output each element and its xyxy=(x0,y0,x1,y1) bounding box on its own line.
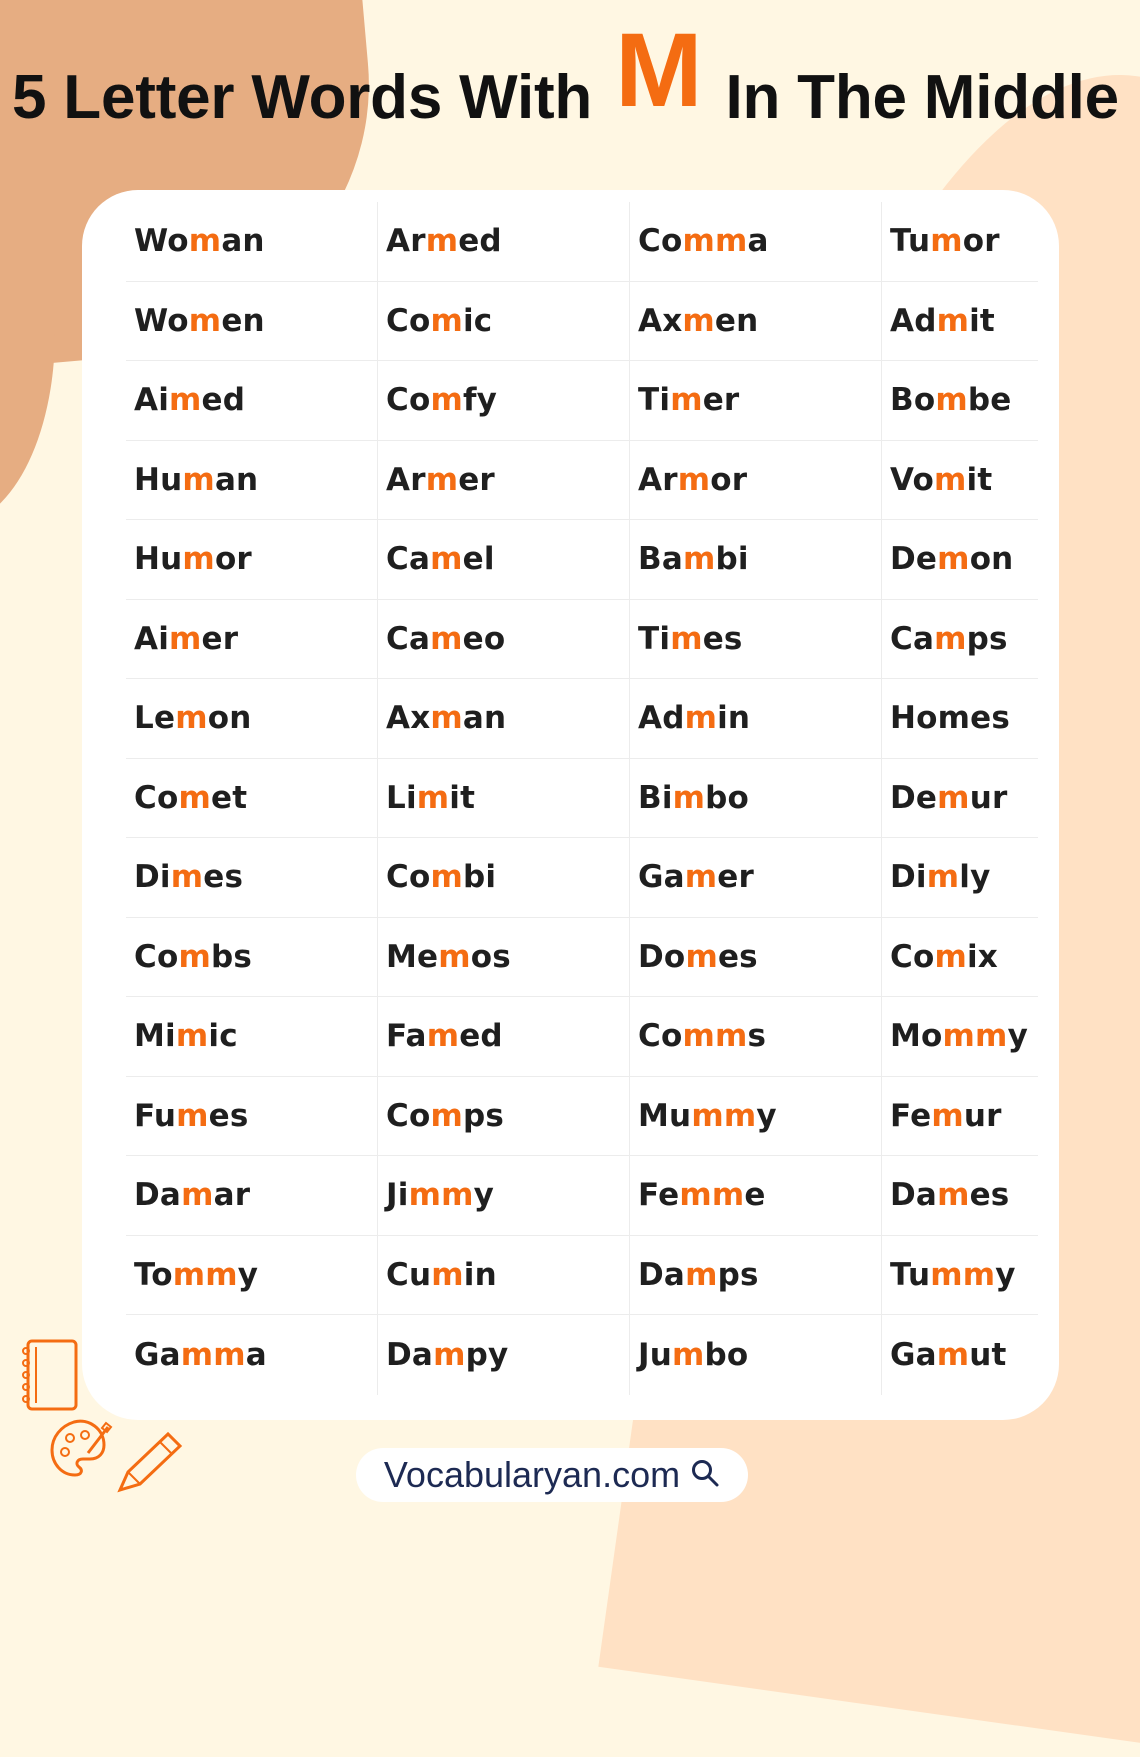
word-post: es xyxy=(717,938,758,975)
word-mid: mm xyxy=(180,1336,246,1373)
word-pre: Ar xyxy=(386,223,426,260)
word-mid: m xyxy=(426,1018,460,1055)
word-mid: m xyxy=(684,859,718,896)
word-pre: Ca xyxy=(386,541,431,578)
word-post: s xyxy=(747,1018,767,1055)
word-post: ic xyxy=(208,1018,238,1055)
word-post: es xyxy=(203,859,244,896)
word-pre: To xyxy=(134,1256,173,1293)
word-pre: Da xyxy=(386,1336,434,1373)
word-post: el xyxy=(462,541,495,578)
pencil-icon xyxy=(112,1430,188,1496)
word-cell xyxy=(882,1077,1038,1157)
word-mid: m xyxy=(416,779,450,816)
word-pre: Do xyxy=(638,938,686,975)
word-cell xyxy=(630,520,882,600)
word-mid: m xyxy=(937,779,970,816)
word-mid: m xyxy=(430,541,463,578)
word-cell xyxy=(378,918,630,998)
page-title xyxy=(12,12,1132,153)
word-post: ps xyxy=(462,1097,505,1134)
word-pre: Ar xyxy=(638,461,678,498)
word-mid: m xyxy=(937,541,970,578)
word-cell xyxy=(126,759,378,839)
word-pre: Co xyxy=(638,1018,683,1055)
word-pre: Le xyxy=(134,700,176,737)
word-mid: m xyxy=(431,1256,464,1293)
title-prefix: 5 Letter Words With xyxy=(12,63,593,132)
word-post: ur xyxy=(963,1097,1002,1134)
word-pre: Hu xyxy=(134,541,183,578)
word-cell xyxy=(126,1077,378,1157)
word-cell xyxy=(378,838,630,918)
word-post: y xyxy=(995,1256,1016,1293)
word-mid: mm xyxy=(691,1097,757,1134)
word-cell xyxy=(378,679,630,759)
word-cell xyxy=(126,282,378,362)
word-mid: mm xyxy=(682,223,748,260)
word-mid: m xyxy=(682,541,716,578)
word-post: on xyxy=(207,700,252,737)
title-suffix: In The Middle xyxy=(725,63,1119,132)
word-pre: Co xyxy=(386,859,431,896)
word-pre: Ai xyxy=(134,382,170,419)
word-pre: Co xyxy=(386,1097,431,1134)
word-mid: m xyxy=(684,700,718,737)
word-post: y xyxy=(473,1177,494,1214)
word-cell xyxy=(882,361,1038,441)
left-lower-background-blob xyxy=(0,250,55,525)
word-mid: mm xyxy=(408,1177,474,1214)
word-post: it xyxy=(969,302,995,339)
word-pre: Co xyxy=(638,223,683,260)
word-pre: Di xyxy=(134,859,171,896)
word-pre: Ga xyxy=(890,1336,937,1373)
word-post: bi xyxy=(462,859,497,896)
word-cell xyxy=(378,1156,630,1236)
word-pre: Ti xyxy=(638,620,671,657)
word-mid: m xyxy=(430,859,463,896)
word-pre: Li xyxy=(386,779,417,816)
word-post: y xyxy=(1007,1018,1028,1055)
word-mid: m xyxy=(438,938,471,975)
word-post: y xyxy=(756,1097,777,1134)
word-post: be xyxy=(967,382,1012,419)
word-cell xyxy=(630,282,882,362)
word-pre: Ca xyxy=(386,620,431,657)
word-pre: Vo xyxy=(890,461,934,498)
word-mid: m xyxy=(934,620,967,657)
word-pre: Wo xyxy=(134,302,189,339)
word-mid: m xyxy=(936,302,970,339)
word-mid: m xyxy=(181,1177,214,1214)
word-pre: Co xyxy=(134,779,179,816)
word-pre: Bi xyxy=(638,779,673,816)
paint-palette-icon xyxy=(46,1414,116,1486)
word-cell xyxy=(126,520,378,600)
word-pre: Mu xyxy=(638,1097,692,1134)
word-cell xyxy=(378,1315,630,1395)
word-cell xyxy=(126,202,378,282)
word-mid: m xyxy=(182,461,215,498)
website-badge[interactable] xyxy=(356,1448,748,1502)
word-cell xyxy=(630,1156,882,1236)
word-post: fy xyxy=(462,382,498,419)
word-pre: Fe xyxy=(890,1097,932,1134)
website-name[interactable]: Vocabularyan.com xyxy=(383,1454,681,1495)
word-cell xyxy=(882,520,1038,600)
word-cell xyxy=(882,1236,1038,1316)
word-mid: mm xyxy=(172,1256,238,1293)
word-pre: Tu xyxy=(890,223,931,260)
word-pre: Ax xyxy=(638,302,683,339)
word-post: y xyxy=(237,1256,259,1293)
word-mid: m xyxy=(677,461,711,498)
word-pre: Ar xyxy=(386,461,426,498)
word-mid: mm xyxy=(679,1177,745,1214)
word-pre: Ga xyxy=(638,859,685,896)
word-post: ix xyxy=(966,938,998,975)
word-post: es xyxy=(208,1097,249,1134)
word-pre: Ti xyxy=(638,382,671,419)
word-cell xyxy=(378,361,630,441)
word-post: er xyxy=(458,461,495,498)
word-pre: Ax xyxy=(386,700,431,737)
word-cell xyxy=(630,1077,882,1157)
word-pre: Ga xyxy=(134,1336,181,1373)
word-cell xyxy=(126,441,378,521)
word-cell xyxy=(630,361,882,441)
word-pre: Me xyxy=(386,938,439,975)
title-highlight-letter: M xyxy=(615,12,703,129)
word-mid: m xyxy=(934,938,967,975)
word-mid: m xyxy=(188,302,222,339)
word-mid: m xyxy=(931,1097,964,1134)
word-pre: Homes xyxy=(890,700,1011,737)
word-mid: m xyxy=(175,700,208,737)
word-cell xyxy=(882,918,1038,998)
word-pre: Da xyxy=(890,1177,938,1214)
word-cell xyxy=(630,441,882,521)
word-cell xyxy=(882,600,1038,680)
word-mid: m xyxy=(425,223,459,260)
word-mid: m xyxy=(175,1018,209,1055)
word-pre: Mi xyxy=(134,1018,176,1055)
word-pre: Co xyxy=(386,382,431,419)
word-pre: Tu xyxy=(890,1256,931,1293)
word-mid: mm xyxy=(930,1256,996,1293)
word-cell xyxy=(882,202,1038,282)
word-mid: m xyxy=(685,938,718,975)
word-pre: Cu xyxy=(386,1256,432,1293)
word-pre: Co xyxy=(890,938,935,975)
word-cell xyxy=(882,1156,1038,1236)
word-cell xyxy=(126,679,378,759)
word-pre: Ju xyxy=(638,1336,673,1373)
word-mid: mm xyxy=(682,1018,748,1055)
word-pre: Da xyxy=(134,1177,182,1214)
word-pre: Fe xyxy=(638,1177,680,1214)
word-pre: Ca xyxy=(890,620,935,657)
word-mid: m xyxy=(930,223,963,260)
word-cell xyxy=(630,679,882,759)
word-pre: Mo xyxy=(890,1018,943,1055)
word-post: a xyxy=(747,223,769,260)
word-post: ps xyxy=(966,620,1008,657)
word-cell xyxy=(378,600,630,680)
word-cell xyxy=(882,282,1038,362)
word-cell xyxy=(630,1236,882,1316)
word-mid: m xyxy=(425,461,459,498)
word-mid: m xyxy=(433,1336,466,1373)
word-cell xyxy=(630,838,882,918)
word-pre: Bo xyxy=(890,382,936,419)
word-pre: Wo xyxy=(134,223,189,260)
word-mid: m xyxy=(672,779,706,816)
word-post: in xyxy=(717,700,751,737)
word-mid: m xyxy=(182,541,215,578)
word-cell xyxy=(126,1236,378,1316)
word-mid: m xyxy=(670,382,703,419)
notebook-icon xyxy=(18,1337,82,1413)
word-post: or xyxy=(962,223,1000,260)
word-mid: m xyxy=(672,1336,705,1373)
word-pre: Hu xyxy=(134,461,183,498)
word-pre: Ai xyxy=(134,620,170,657)
word-post: e xyxy=(744,1177,766,1214)
word-cell xyxy=(378,441,630,521)
word-pre: Ad xyxy=(890,302,937,339)
word-mid: m xyxy=(670,620,703,657)
word-cell xyxy=(630,600,882,680)
word-cell xyxy=(378,1077,630,1157)
word-mid: m xyxy=(430,382,463,419)
word-pre: De xyxy=(890,779,938,816)
word-cell xyxy=(378,759,630,839)
word-mid: mm xyxy=(942,1018,1008,1055)
word-post: os xyxy=(470,938,511,975)
word-post: er xyxy=(702,382,740,419)
word-post: bi xyxy=(715,541,749,578)
word-post: it xyxy=(449,779,476,816)
word-post: on xyxy=(969,541,1014,578)
word-mid: m xyxy=(430,1097,463,1134)
word-mid: m xyxy=(685,1256,718,1293)
word-cell xyxy=(126,1315,378,1395)
search-icon[interactable] xyxy=(690,1458,720,1492)
word-cell xyxy=(882,838,1038,918)
word-mid: m xyxy=(926,859,960,896)
word-post: or xyxy=(710,461,748,498)
word-cell xyxy=(630,1315,882,1395)
word-post: ed xyxy=(459,1018,503,1055)
word-post: ur xyxy=(969,779,1008,816)
word-mid: m xyxy=(937,1177,970,1214)
word-cell xyxy=(882,679,1038,759)
word-cell xyxy=(630,202,882,282)
word-cell xyxy=(882,1315,1038,1395)
word-post: ed xyxy=(201,382,246,419)
word-mid: m xyxy=(178,779,211,816)
word-post: an xyxy=(214,461,259,498)
word-mid: m xyxy=(178,938,211,975)
word-mid: m xyxy=(169,620,202,657)
word-post: an xyxy=(221,223,265,260)
word-cell xyxy=(378,520,630,600)
word-pre: De xyxy=(890,541,938,578)
word-post: ed xyxy=(458,223,502,260)
word-pre: Co xyxy=(386,302,431,339)
word-post: er xyxy=(201,620,239,657)
word-cell xyxy=(378,997,630,1077)
word-mid: m xyxy=(934,461,967,498)
word-cell xyxy=(630,997,882,1077)
word-cell xyxy=(378,202,630,282)
word-mid: m xyxy=(188,223,222,260)
word-cell xyxy=(378,282,630,362)
word-post: ic xyxy=(462,302,493,339)
word-cell xyxy=(126,838,378,918)
word-cell xyxy=(882,441,1038,521)
word-post: en xyxy=(714,302,759,339)
word-pre: Fu xyxy=(134,1097,177,1134)
word-post: es xyxy=(702,620,743,657)
word-cell xyxy=(126,361,378,441)
word-mid: m xyxy=(935,382,968,419)
word-pre: Ad xyxy=(638,700,685,737)
word-mid: m xyxy=(682,302,715,339)
word-mid: m xyxy=(169,382,202,419)
word-mid: m xyxy=(936,1336,970,1373)
word-cell xyxy=(630,918,882,998)
word-post: or xyxy=(214,541,252,578)
word-post: ar xyxy=(213,1177,251,1214)
word-pre: Da xyxy=(638,1256,686,1293)
word-grid xyxy=(126,202,1038,1394)
word-mid: m xyxy=(430,700,463,737)
word-pre: Co xyxy=(134,938,179,975)
word-pre: Ji xyxy=(386,1177,409,1214)
word-post: ps xyxy=(717,1256,759,1293)
word-cell xyxy=(882,759,1038,839)
word-cell xyxy=(126,1156,378,1236)
word-post: ut xyxy=(969,1336,1007,1373)
word-post: a xyxy=(245,1336,267,1373)
word-post: ly xyxy=(959,859,991,896)
word-post: an xyxy=(462,700,507,737)
word-post: bo xyxy=(705,779,750,816)
word-pre: Ba xyxy=(638,541,683,578)
word-post: eo xyxy=(462,620,506,657)
word-cell xyxy=(630,759,882,839)
word-post: er xyxy=(717,859,754,896)
word-post: en xyxy=(221,302,265,339)
word-cell xyxy=(378,1236,630,1316)
word-mid: m xyxy=(430,620,463,657)
word-cell xyxy=(126,997,378,1077)
word-post: bo xyxy=(704,1336,749,1373)
word-post: in xyxy=(463,1256,497,1293)
word-mid: m xyxy=(176,1097,209,1134)
word-cell xyxy=(882,997,1038,1077)
word-post: et xyxy=(210,779,248,816)
word-mid: m xyxy=(430,302,463,339)
word-post: bs xyxy=(210,938,253,975)
word-post: it xyxy=(966,461,993,498)
word-cell xyxy=(126,918,378,998)
word-cell xyxy=(126,600,378,680)
word-mid: m xyxy=(170,859,204,896)
word-post: py xyxy=(465,1336,509,1373)
word-pre: Fa xyxy=(386,1018,427,1055)
word-pre: Di xyxy=(890,859,927,896)
word-post: es xyxy=(969,1177,1010,1214)
